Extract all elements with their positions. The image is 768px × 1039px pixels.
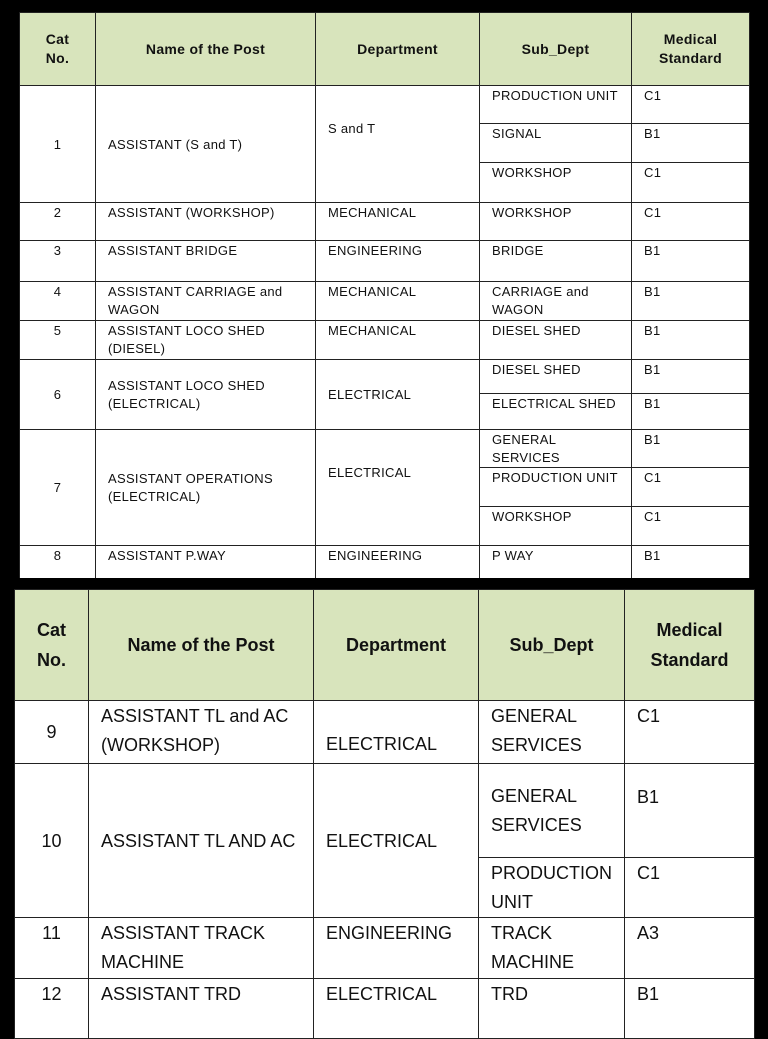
department-cell: MECHANICAL — [316, 321, 480, 360]
sub-dept-cell: WORKSHOP — [480, 203, 632, 241]
post-name-cell: ASSISTANT (S and T) — [96, 86, 316, 203]
post-name-cell: ASSISTANT P.WAY — [96, 546, 316, 586]
table-row — [20, 282, 750, 321]
sub-dept-cell: GENERAL SERVICES — [480, 430, 632, 468]
posts-table-2 — [14, 589, 755, 1039]
sub-dept-cell: PRODUCTION UNIT — [480, 468, 632, 507]
medical-cell: B1 — [632, 360, 750, 394]
cat-no-cell: 3 — [20, 241, 96, 282]
medical-cell: B1 — [632, 546, 750, 586]
sub-dept-cell: PRODUCTION UNIT — [479, 858, 625, 918]
col-header-cat-no — [15, 590, 89, 701]
sub-dept-cell: WORKSHOP — [480, 507, 632, 546]
cat-no-cell: 10 — [15, 764, 89, 918]
table-row — [20, 360, 750, 394]
medical-cell: C1 — [625, 701, 755, 764]
cat-no-cell: 11 — [15, 918, 89, 979]
department-cell: ELECTRICAL — [314, 979, 479, 1039]
post-name-cell: ASSISTANT TL and AC (WORKSHOP) — [89, 701, 314, 764]
post-name-cell: ASSISTANT CARRIAGE and WAGON — [96, 282, 316, 321]
post-name-cell: ASSISTANT BRIDGE — [96, 241, 316, 282]
department-cell: S and T — [316, 86, 480, 203]
sub-dept-cell: PRODUCTION UNIT — [480, 86, 632, 124]
department-cell: ENGINEERING — [316, 546, 480, 586]
cat-header-line-1: Cat — [36, 620, 66, 640]
medical-cell: C1 — [625, 858, 755, 918]
cat-no-cell: 2 — [20, 203, 96, 241]
col-header-medical — [625, 590, 755, 701]
header-row — [20, 13, 750, 86]
medical-cell: B1 — [632, 282, 750, 321]
sub-dept-cell: GENERAL SERVICES — [479, 764, 625, 858]
medical-cell: B1 — [625, 764, 755, 858]
cat-no-cell: 6 — [20, 360, 96, 430]
medical-cell: B1 — [632, 321, 750, 360]
cat-no-cell: 1 — [20, 86, 96, 203]
post-name-cell: ASSISTANT TRACK MACHINE — [89, 918, 314, 979]
table-row — [20, 321, 750, 360]
department-cell: ENGINEERING — [314, 918, 479, 979]
table-panel-bottom — [0, 578, 768, 1024]
department-cell: ENGINEERING — [316, 241, 480, 282]
col-header-cat-no — [20, 13, 96, 86]
sub-dept-cell: DIESEL SHED — [480, 360, 632, 394]
sub-dept-cell: DIESEL SHED — [480, 321, 632, 360]
cat-no-cell: 5 — [20, 321, 96, 360]
col-header-sub-dept: Sub_Dept — [479, 590, 625, 701]
table-row — [15, 701, 755, 764]
post-name-cell: ASSISTANT TL AND AC — [89, 764, 314, 918]
sub-dept-cell: ELECTRICAL SHED — [480, 394, 632, 430]
table-row — [20, 430, 750, 468]
cat-header-line-2: No. — [37, 650, 66, 670]
col-header-sub-dept: Sub_Dept — [480, 13, 632, 86]
post-name-cell: ASSISTANT OPERATIONS (ELECTRICAL) — [96, 430, 316, 546]
table-row — [15, 918, 755, 979]
sub-dept-cell: CARRIAGE and WAGON — [480, 282, 632, 321]
table-row — [15, 979, 755, 1039]
col-header-department: Department — [316, 13, 480, 86]
medical-cell: B1 — [632, 241, 750, 282]
post-name-cell: ASSISTANT TRD — [89, 979, 314, 1039]
medical-cell: B1 — [632, 124, 750, 163]
medical-cell: C1 — [632, 163, 750, 203]
medical-cell: A3 — [625, 918, 755, 979]
department-cell: ELECTRICAL — [314, 701, 479, 764]
post-name-cell: ASSISTANT (WORKSHOP) — [96, 203, 316, 241]
sub-dept-cell: P WAY — [480, 546, 632, 586]
cat-no-cell: 7 — [20, 430, 96, 546]
department-cell: MECHANICAL — [316, 203, 480, 241]
sub-dept-cell: WORKSHOP — [480, 163, 632, 203]
medical-cell: B1 — [632, 394, 750, 430]
department-cell: ELECTRICAL — [316, 360, 480, 430]
medical-cell: C1 — [632, 507, 750, 546]
medical-header-line-1: Medical — [656, 620, 723, 640]
col-header-medical — [632, 13, 750, 86]
department-cell: ELECTRICAL — [316, 430, 480, 546]
department-cell: MECHANICAL — [316, 282, 480, 321]
posts-table-1 — [19, 12, 750, 586]
medical-cell: C1 — [632, 468, 750, 507]
medical-header-line-2: Standard — [650, 650, 729, 670]
sub-dept-cell: GENERAL SERVICES — [479, 701, 625, 764]
sub-dept-cell: SIGNAL — [480, 124, 632, 163]
header-row — [15, 590, 755, 701]
cat-no-cell: 9 — [15, 701, 89, 764]
medical-cell: B1 — [632, 430, 750, 468]
table-row — [20, 203, 750, 241]
medical-cell: C1 — [632, 86, 750, 124]
sub-dept-cell: TRD — [479, 979, 625, 1039]
table-row — [20, 86, 750, 124]
col-header-name: Name of the Post — [89, 590, 314, 701]
cat-header-line-1: Cat — [45, 31, 70, 47]
medical-header-line-1: Medical — [663, 31, 718, 47]
post-name-cell: ASSISTANT LOCO SHED (ELECTRICAL) — [96, 360, 316, 430]
col-header-department: Department — [314, 590, 479, 701]
medical-cell: C1 — [632, 203, 750, 241]
cat-no-cell: 12 — [15, 979, 89, 1039]
table-row — [20, 241, 750, 282]
col-header-name: Name of the Post — [96, 13, 316, 86]
cat-no-cell: 8 — [20, 546, 96, 586]
post-name-cell: ASSISTANT LOCO SHED (DIESEL) — [96, 321, 316, 360]
department-cell: ELECTRICAL — [314, 764, 479, 918]
cat-no-cell: 4 — [20, 282, 96, 321]
cat-header-line-2: No. — [45, 50, 70, 66]
medical-cell: B1 — [625, 979, 755, 1039]
medical-header-line-2: Standard — [658, 50, 723, 66]
sub-dept-cell: TRACK MACHINE — [479, 918, 625, 979]
sub-dept-cell: BRIDGE — [480, 241, 632, 282]
table-row — [15, 764, 755, 858]
